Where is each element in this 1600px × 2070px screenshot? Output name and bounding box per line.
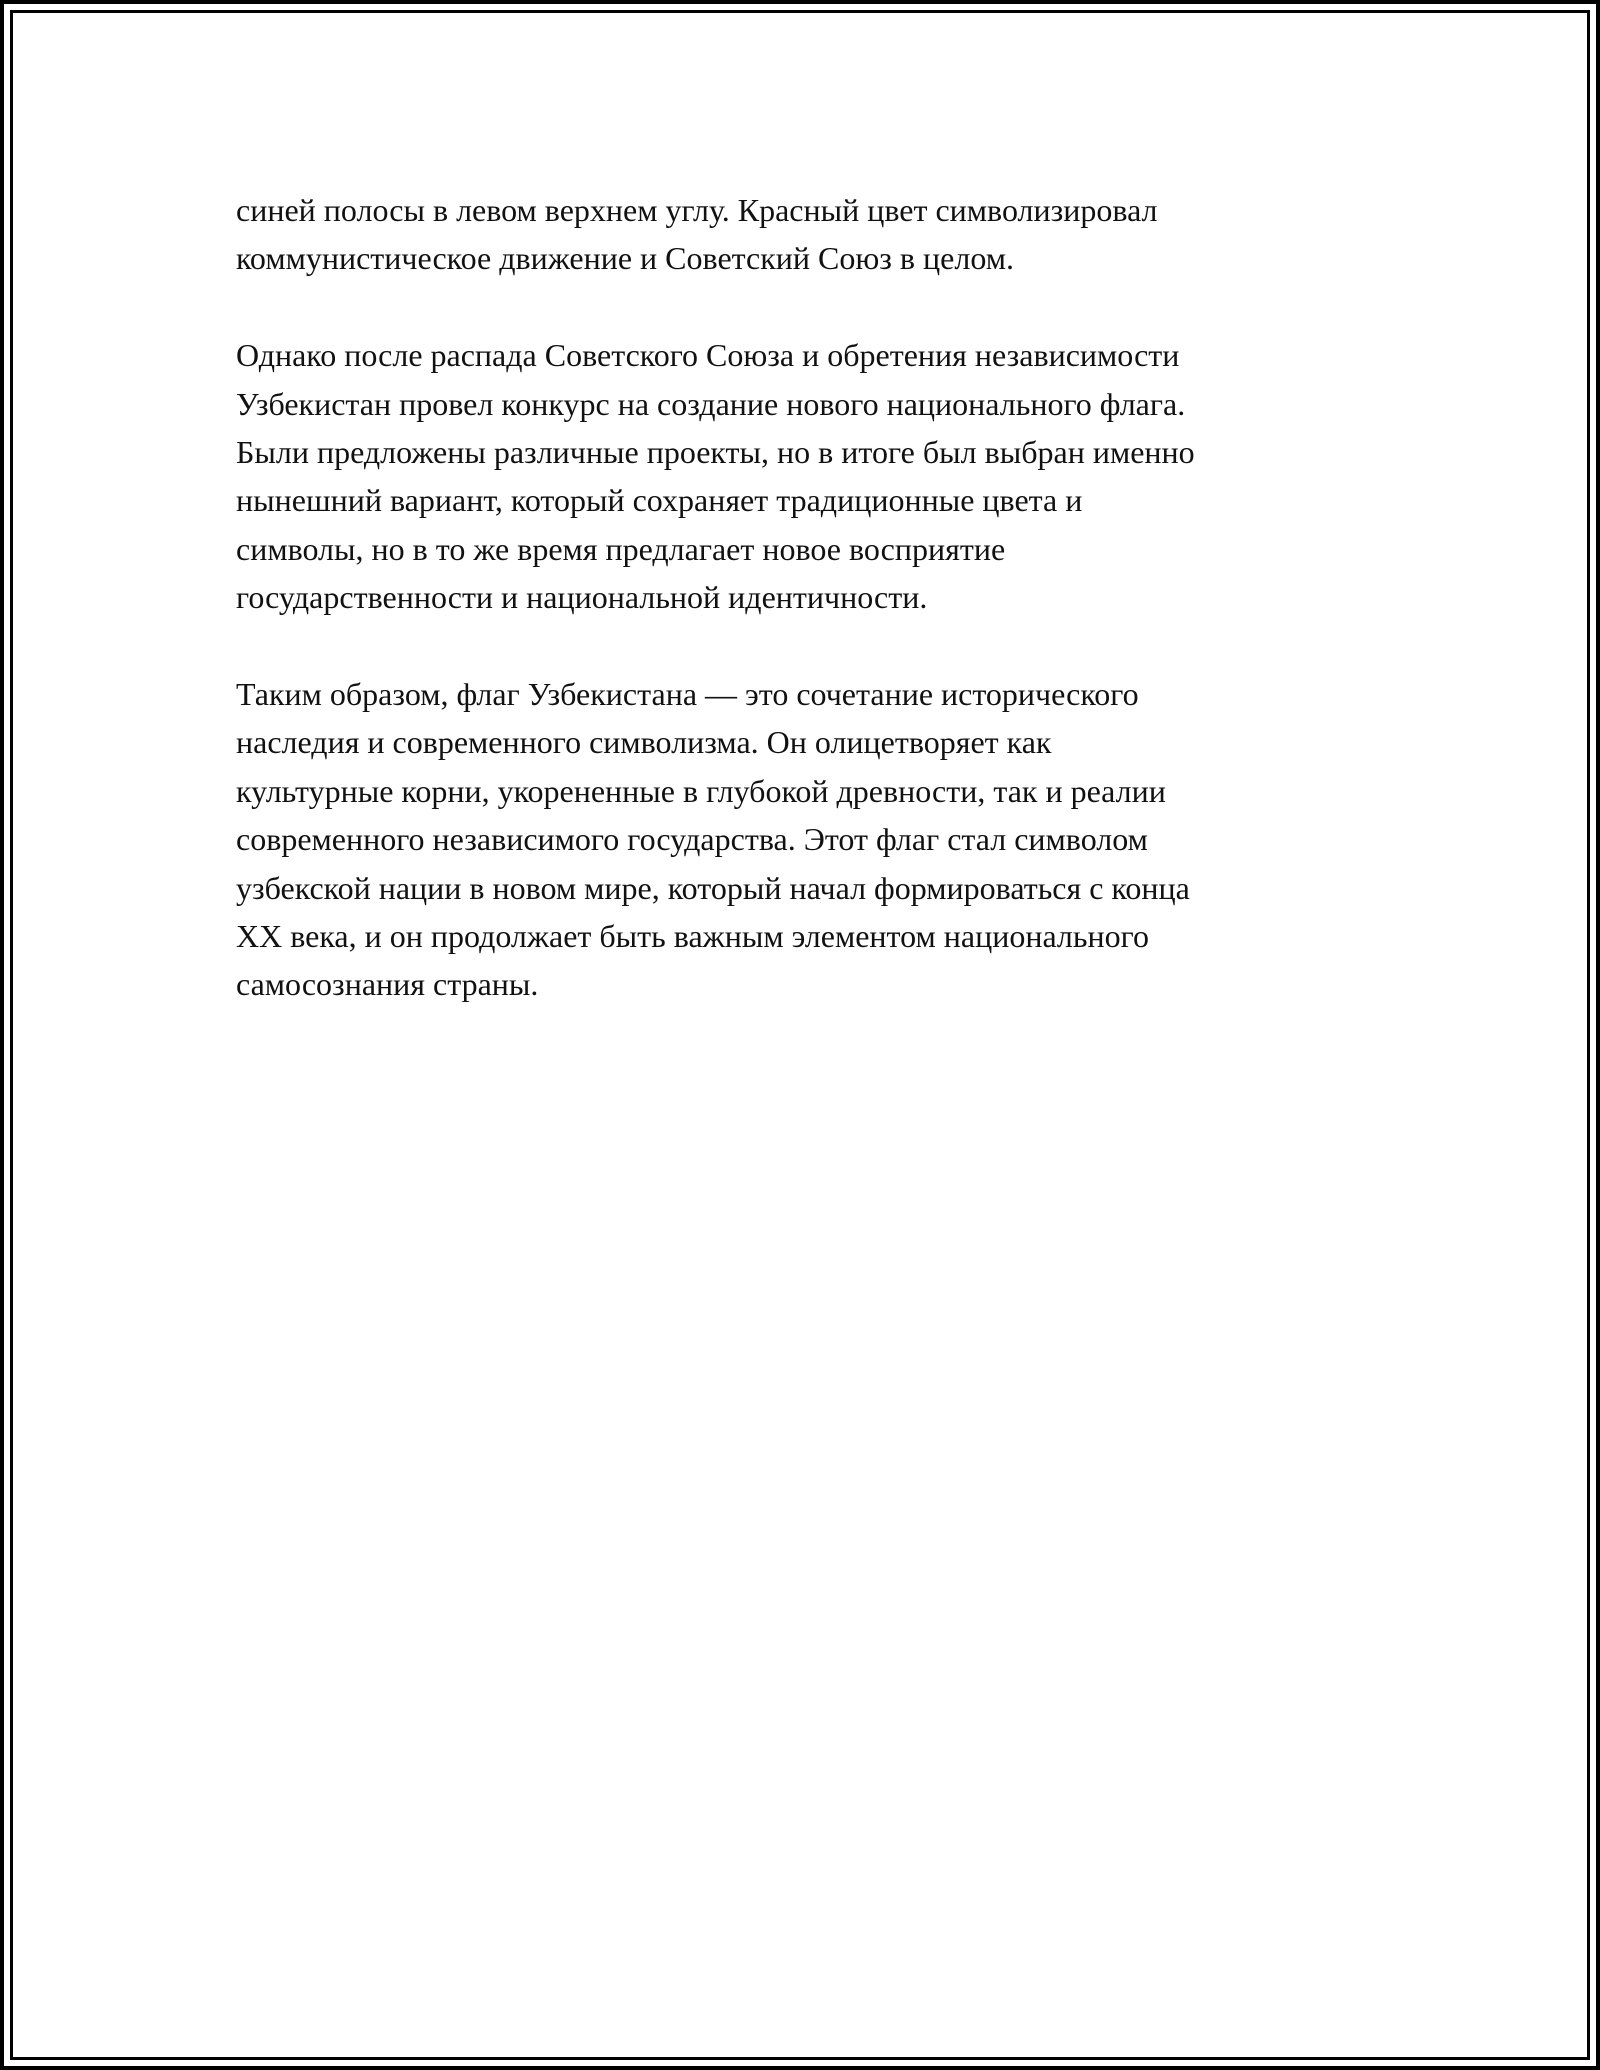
paragraph-2	[236, 331, 1376, 621]
text-line: XX века, и он продолжает быть важным элементом национального	[236, 918, 1149, 955]
text-line: современного независимого государства. Этот флаг стал символом	[236, 821, 1148, 858]
text-line: нынешний вариант, который сохраняет традиционные цвета и	[236, 482, 1083, 519]
paragraph-3	[236, 670, 1376, 1009]
text-line: коммунистическое движение и Советский Союз в целом.	[236, 240, 1014, 277]
text-line: самосознания страны.	[236, 966, 539, 1003]
text-line: Таким образом, флаг Узбекистана — это сочетание исторического	[236, 676, 1139, 713]
text-line: культурные корни, укорененные в глубокой древности, так и реалии	[236, 772, 1166, 809]
paragraph-1	[236, 186, 1376, 283]
document-body	[236, 186, 1376, 1057]
text-line: синей полосы в левом верхнем углу. Красный цвет символизировал	[236, 192, 1158, 228]
text-line: Узбекистан провел конкурс на создание нового национального флага.	[236, 385, 1186, 422]
text-line: узбекской нации в новом мире, который начал формироваться с конца	[236, 869, 1190, 906]
text-line: государственности и национальной идентичности.	[236, 579, 928, 616]
text-line: Были предложены различные проекты, но в итоге был выбран именно	[236, 434, 1195, 471]
text-line: Однако после распада Советского Союза и обретения независимости	[236, 337, 1180, 374]
text-line: символы, но в то же время предлагает новое восприятие	[236, 530, 1006, 567]
text-line: наследия и современного символизма. Он олицетворяет как	[236, 724, 1052, 761]
